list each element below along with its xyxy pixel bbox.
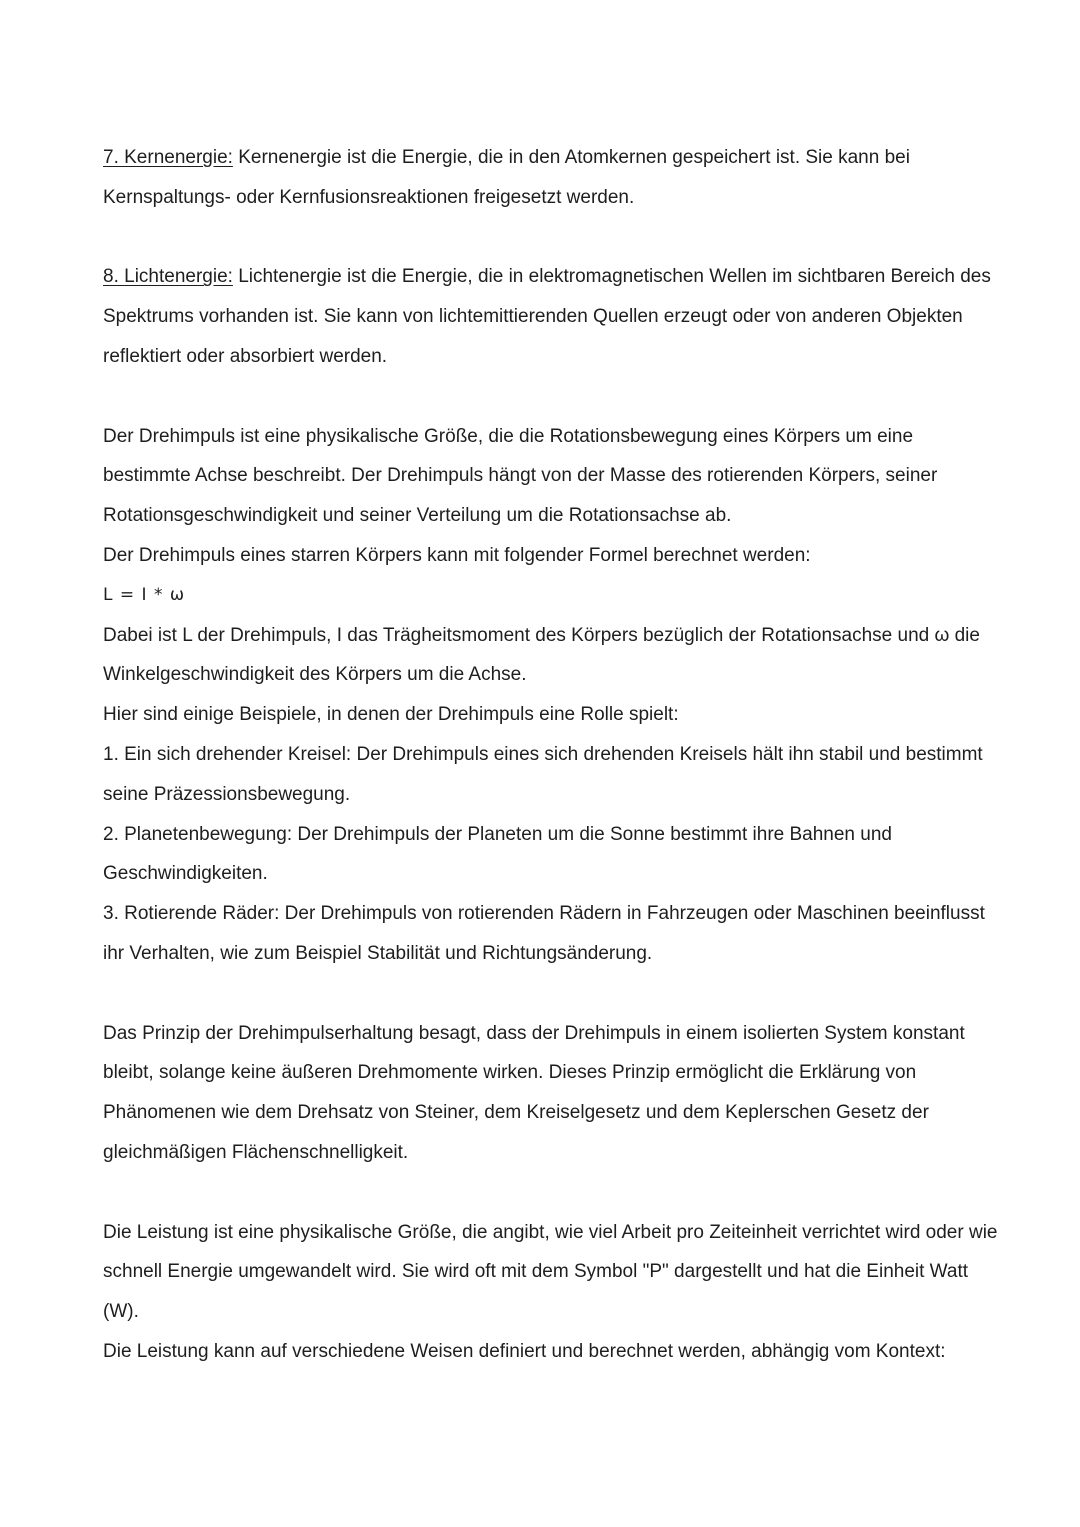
example-item-planets: 2. Planetenbewegung: Der Drehimpuls der Planeten um die Sonne bestimmt ihre Bahnen und Geschwindigkeiten. — [103, 823, 892, 885]
term-light-energy: 8. Lichtenergie: — [103, 266, 233, 288]
power-context: Die Leistung kann auf verschiedene Weisen definiert und berechnet werden, abhängig vom Kontext: — [103, 1340, 946, 1362]
example-item-gyroscope: 1. Ein sich drehender Kreisel: Der Drehimpuls eines sich drehenden Kreisels hält ihn stabil und bestimmt seine Präzessionsbewegung. — [103, 743, 983, 805]
paragraph-nuclear-energy — [103, 138, 1003, 218]
examples-intro: Hier sind einige Beispiele, in denen der Drehimpuls eine Rolle spielt: — [103, 704, 679, 726]
angular-momentum-formula: L = I * ω — [103, 584, 186, 605]
example-item-wheels: 3. Rotierende Räder: Der Drehimpuls von rotierenden Rädern in Fahrzeugen oder Maschinen beeinflusst ihr Verhalten, wie zum Beispiel Stabilität und Richtungsänderung. — [103, 903, 985, 964]
angular-momentum-definition: Der Drehimpuls ist eine physikalische Größe, die die Rotationsbewegung eines Körpers um eine bestimmte Achse beschreibt. Der Drehimpuls hängt von der Masse des rotierenden Körpers, seiner Rotationsgeschwindigkeit und seiner Verteilung um die Rotationsachse ab. — [103, 425, 938, 527]
document-page — [103, 138, 1003, 1372]
formula-intro: Der Drehimpuls eines starren Körpers kann mit folgender Formel berechnet werden: — [103, 544, 811, 566]
formula-explanation: Dabei ist L der Drehimpuls, I das Trägheitsmoment des Körpers bezüglich der Rotationsachse und ω die Winkelgeschwindigkeit des Körpers um die Achse. — [103, 624, 980, 686]
text-light-energy: Lichtenergie ist die Energie, die in elektromagnetischen Wellen im sichtbaren Bereich des Spektrums vorhanden ist. Sie kann von lichtemittierenden Quellen erzeugt oder von anderen Objekten reflektiert oder absorbiert werden. — [103, 266, 991, 367]
term-nuclear-energy: 7. Kernenergie: — [103, 147, 233, 168]
paragraph-light-energy — [103, 257, 1003, 376]
text-nuclear-energy: Kernenergie ist die Energie, die in den Atomkernen gespeichert ist. Sie kann bei Kernspaltungs- oder Kernfusionsreaktionen freigesetzt werden. — [103, 147, 910, 208]
power-definition: Die Leistung ist eine physikalische Größe, die angibt, wie viel Arbeit pro Zeiteinheit verrichtet wird oder wie schnell Energie umgewandelt wird. Sie wird oft mit dem Symbol "P" dargestellt und hat die Einheit Watt (W). — [103, 1221, 998, 1323]
conservation-paragraph: Das Prinzip der Drehimpulserhaltung besagt, dass der Drehimpuls in einem isolierten System konstant bleibt, solange keine äußeren Drehmomente wirken. Dieses Prinzip ermöglicht die Erklärung von Phänomenen wie dem Drehsatz von Steiner, dem Kreiselgesetz und dem Keplerschen Gesetz der gleichmäßigen Flächenschnelligkeit. — [103, 1022, 965, 1163]
